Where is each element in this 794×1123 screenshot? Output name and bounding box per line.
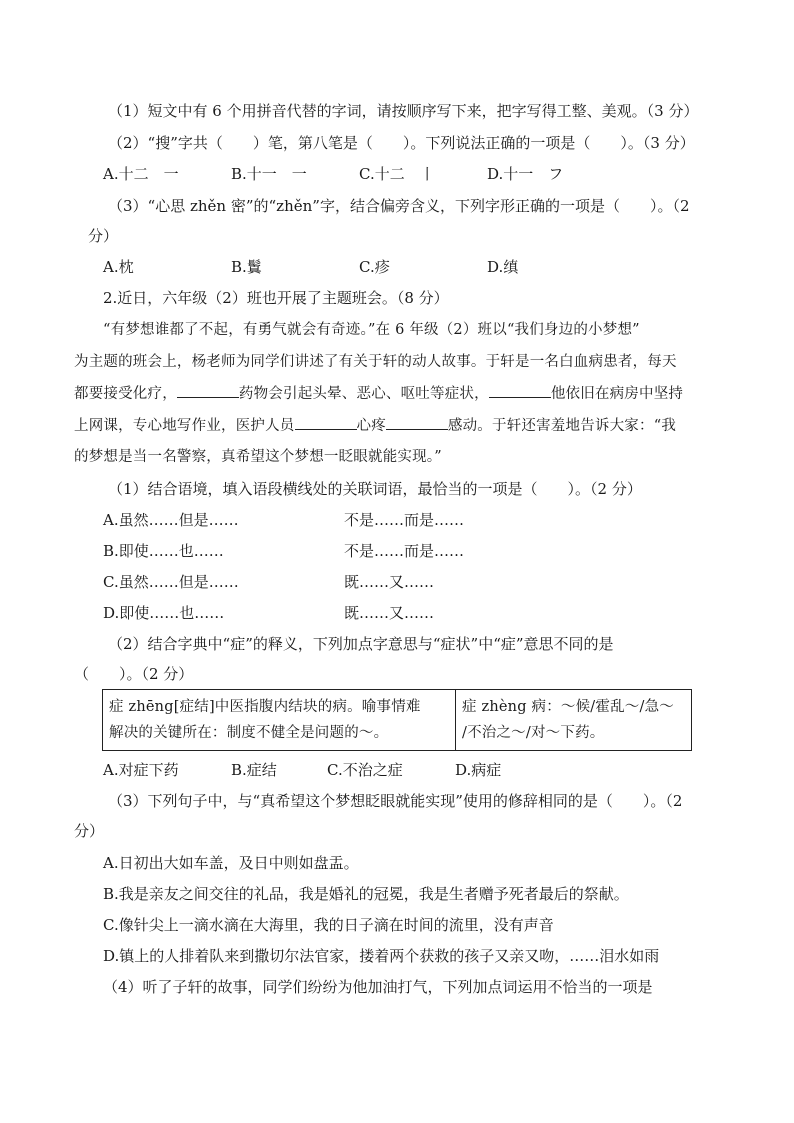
passage-text: 心疼 [356, 418, 386, 434]
option-d-right: 既……又…… [344, 604, 435, 622]
option-d: D.病症 [455, 761, 502, 779]
q1-part3-text: （3）“心思 zhěn 密”的“zhěn”字，结合偏旁含义，下列字形正确的一项是（ ）。（2 [108, 197, 690, 215]
passage-text: 他依旧在病房中坚持 [550, 386, 684, 402]
q1-part1-text: （1）短文中有 6 个用拼音代替的字词，请按顺序写下来，把字写得工整、美观。（3 分） [108, 102, 699, 120]
passage-text: 都要接受化疗， [74, 386, 177, 402]
option-b-right: 不是……而是…… [344, 542, 465, 560]
fill-blank [489, 383, 551, 398]
passage-text: 上网课，专心地写作业，医护人员 [74, 418, 295, 434]
option-a-left: A.虽然……但是…… [103, 511, 239, 529]
option-b: B.十一 一 [231, 165, 307, 183]
option-a: A.对症下药 [103, 761, 179, 779]
option-c: C.十二 丨 [359, 165, 435, 183]
passage-line: 的梦想是当一名警察，真希望这个梦想一眨眼就能实现。” [74, 449, 442, 465]
passage-line: 为主题的班会上，杨老师为同学们讲述了有关于轩的动人故事。于轩是一名白血病患者，每天 [74, 354, 677, 370]
q2-s3-stem-cont: 分） [74, 822, 105, 840]
dict-entry-line: /不治之～/对～下药。 [462, 725, 605, 741]
dict-entry-line: 解决的关键所在：制度不健全是问题的～。 [109, 725, 389, 741]
q2-s1-stem: （1）结合语境，填入语段横线处的关联词语，最恰当的一项是（ ）。（2 分） [108, 480, 642, 498]
option-c: C.像针尖上一滴水滴在大海里，我的日子滴在时间的流里，没有声音 [103, 916, 554, 934]
option-c: C.不治之症 [327, 761, 403, 779]
q2-heading: 2.近日，六年级（2）班也开展了主题班会。（8 分） [103, 289, 449, 307]
q2-s2-stem-cont: （ ）。（2 分） [74, 665, 194, 683]
dict-entry-line: 症 zhēng[症结]中医指腹内结块的病。喻事情难 [109, 699, 421, 715]
option-a: A.日初出大如车盖，及日中则如盘盂。 [103, 854, 359, 872]
dict-entry-zheng4 [456, 690, 692, 751]
option-a-right: 不是……而是…… [344, 511, 465, 529]
fill-blank [295, 415, 357, 430]
option-c-right: 既……又…… [344, 573, 435, 591]
option-b: B.我是亲友之间交往的礼品，我是婚礼的冠冕，我是生者赠予死者最后的祭献。 [103, 885, 629, 903]
option-d-left: D.即使……也…… [103, 604, 225, 622]
option-d: D.十一 フ [487, 165, 564, 183]
option-a: A.枕 [103, 258, 134, 276]
passage-text: 感动。于轩还害羞地告诉大家：“我 [447, 418, 677, 434]
option-a: A.十二 一 [103, 165, 179, 183]
option-c-left: C.虽然……但是…… [103, 573, 239, 591]
option-d: D.缜 [487, 258, 519, 276]
passage-line [74, 383, 683, 404]
dict-entry-line: 症 zhèng 病：～候/霍乱～/急～ [462, 699, 674, 715]
passage-text: 药物会引起头晕、恶心、呕吐等症状， [238, 386, 489, 402]
option-d: D.镇上的人排着队来到撒切尔法官家，搂着两个获救的孩子又亲又吻，……泪水如雨 [103, 947, 660, 965]
q2-s3-stem: （3）下列句子中，与“真希望这个梦想眨眼就能实现”使用的修辞相同的是（ ）。（2 [108, 792, 683, 810]
dictionary-table [102, 689, 692, 751]
fill-blank [177, 383, 239, 398]
q1-part2-text: （2）“搜”字共（ ）笔，第八笔是（ ）。下列说法正确的一项是（ ）。（3 分） [108, 134, 695, 152]
q2-s4-stem: （4）听了子轩的故事，同学们纷纷为他加油打气，下列加点词运用不恰当的一项是 [103, 978, 653, 996]
option-c: C.疹 [359, 258, 390, 276]
dict-entry-zheng1 [103, 690, 456, 751]
option-b-left: B.即使……也…… [103, 542, 224, 560]
q1-part3-text-cont: 分） [88, 227, 119, 245]
q2-s2-stem: （2）结合字典中“症”的释义，下列加点字意思与“症状”中“症”意思不同的是 [108, 635, 614, 653]
option-b: B.鬒 [231, 258, 262, 276]
fill-blank [386, 415, 448, 430]
passage-line: “有梦想谁都了不起，有勇气就会有奇迹。”在 6 年级（2）班以“我们身边的小梦想” [103, 322, 640, 338]
option-b: B.症结 [231, 761, 277, 779]
passage-line [74, 415, 676, 436]
